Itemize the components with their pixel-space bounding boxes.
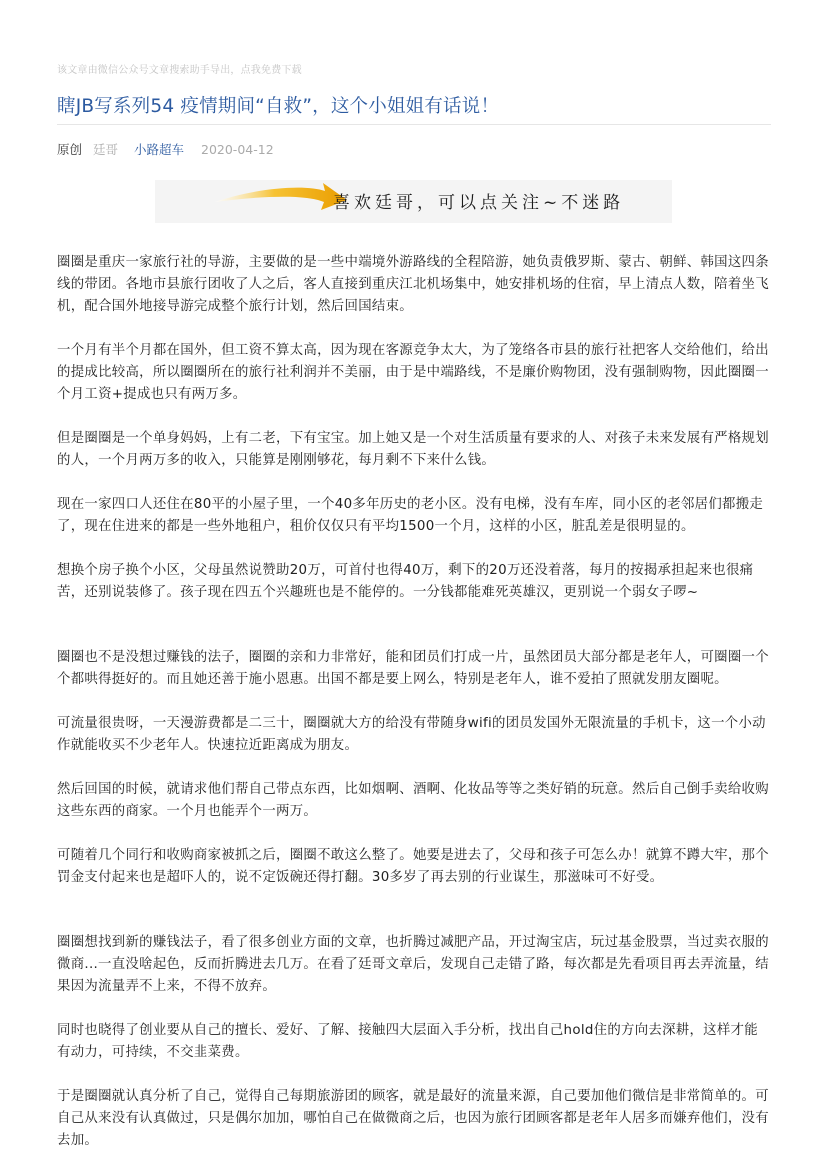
article-meta — [57, 140, 274, 158]
account-name-link[interactable]: 小路超车 — [134, 142, 185, 157]
paragraph: 圈圈也不是没想过赚钱的法子，圈圈的亲和力非常好，能和团员们打成一片，虽然团员大部分都是老年人，可圈圈一个个都哄得挺好的。而且她还善于施小恩惠。出国不都是要上网么，特别是老年人，谁不爱拍了照就发朋友圈呢。 — [57, 650, 769, 687]
title-divider — [57, 124, 771, 125]
article-body — [57, 252, 771, 1152]
paragraph: 一个月有半个月都在国外，但工资不算太高，因为现在客源竞争太大，为了笼络各市县的旅行社把客人交给他们，给出的提成比较高，所以圈圈所在的旅行社利润并不美丽，由于是中端路线，不是廉价购物团，没有强制购物，因此圈圈一个月工资+提成也只有两万多。 — [57, 343, 769, 402]
paragraph: 可流量很贵呀，一天漫游费都是二三十，圈圈就大方的给没有带随身wifi的团员发国外无限流量的手机卡，这一个小动作就能收买不少老年人。快速拉近距离成为朋友。 — [57, 716, 766, 753]
follow-banner — [155, 180, 672, 223]
paragraph: 然后回国的时候，就请求他们帮自己带点东西，比如烟啊、酒啊、化妆品等等之类好销的玩意。然后自己倒手卖给收购这些东西的商家。一个月也能弄个一两万。 — [57, 782, 769, 819]
original-label: 原创 — [57, 142, 83, 157]
paragraph: 圈圈是重庆一家旅行社的导游，主要做的是一些中端境外游路线的全程陪游，她负责俄罗斯、蒙古、朝鲜、韩国这四条线的带团。各地市县旅行团收了人之后，客人直接到重庆江北机场集中，她安排机场的住宿，早上清点人数，陪着坐飞机，配合国外地接导游完成整个旅行计划，然后回国结束。 — [57, 255, 769, 314]
paragraph: 同时也晓得了创业要从自己的擅长、爱好、了解、接触四大层面入手分析，找出自己hold住的方向去深耕，这样才能有动力，可持续，不交韭菜费。 — [57, 1023, 758, 1060]
paragraph: 现在一家四口人还住在80平的小屋子里，一个40多年历史的老小区。没有电梯，没有车库，同小区的老邻居们都搬走了，现在住进来的都是一些外地租户，租价仅仅只有平均1500一个月，这样的小区，脏乱差是很明显的。 — [57, 497, 764, 534]
banner-text: 喜欢廷哥，可以点关注~不迷路 — [333, 193, 625, 213]
article-title: 瞎JB写系列54 疫情期间“自救”，这个小姐姐有话说！ — [57, 96, 500, 117]
paragraph: 圈圈想找到新的赚钱法子，看了很多创业方面的文章，也折腾过减肥产品，开过淘宝店，玩过基金股票，当过卖衣服的微商...一直没啥起色，反而折腾进去几万。在看了廷哥文章后，发现自己走错了路，每次都是先看项目再去弄流量，结果因为流量弄不上来，不得不放弃。 — [57, 935, 769, 994]
export-notice-link[interactable]: 该文章由微信公众号文章搜索助手导出，点我免费下载 — [57, 65, 302, 76]
author-name: 廷哥 — [93, 142, 119, 157]
paragraph: 但是圈圈是一个单身妈妈，上有二老，下有宝宝。加上她又是一个对生活质量有要求的人、对孩子未来发展有严格规划的人，一个月两万多的收入，只能算是刚刚够花，每月剩不下来什么钱。 — [57, 431, 769, 468]
paragraph: 想换个房子换个小区，父母虽然说赞助20万，可首付也得40万，剩下的20万还没着落，每月的按揭承担起来也很痛苦，还别说装修了。孩子现在四五个兴趣班也是不能停的。一分钱都能难死英雄汉，更别说一个弱女子啰~ — [57, 563, 754, 600]
paragraph: 于是圈圈就认真分析了自己，觉得自己每期旅游团的顾客，就是最好的流量来源，自己要加他们微信是非常简单的。可自己从来没有认真做过，只是偶尔加加，哪怕自己在做微商之后，也因为旅行团顾客都是老年人居多而嫌弃他们，没有去加。 — [57, 1089, 769, 1148]
publish-date: 2020-04-12 — [201, 142, 274, 157]
paragraph: 可随着几个同行和收购商家被抓之后，圈圈不敢这么整了。她要是进去了，父母和孩子可怎么办！就算不蹲大牢，那个罚金支付起来也是超吓人的，说不定饭碗还得打翻。30多岁了再去别的行业谋生，那滋味可不好受。 — [57, 848, 769, 885]
